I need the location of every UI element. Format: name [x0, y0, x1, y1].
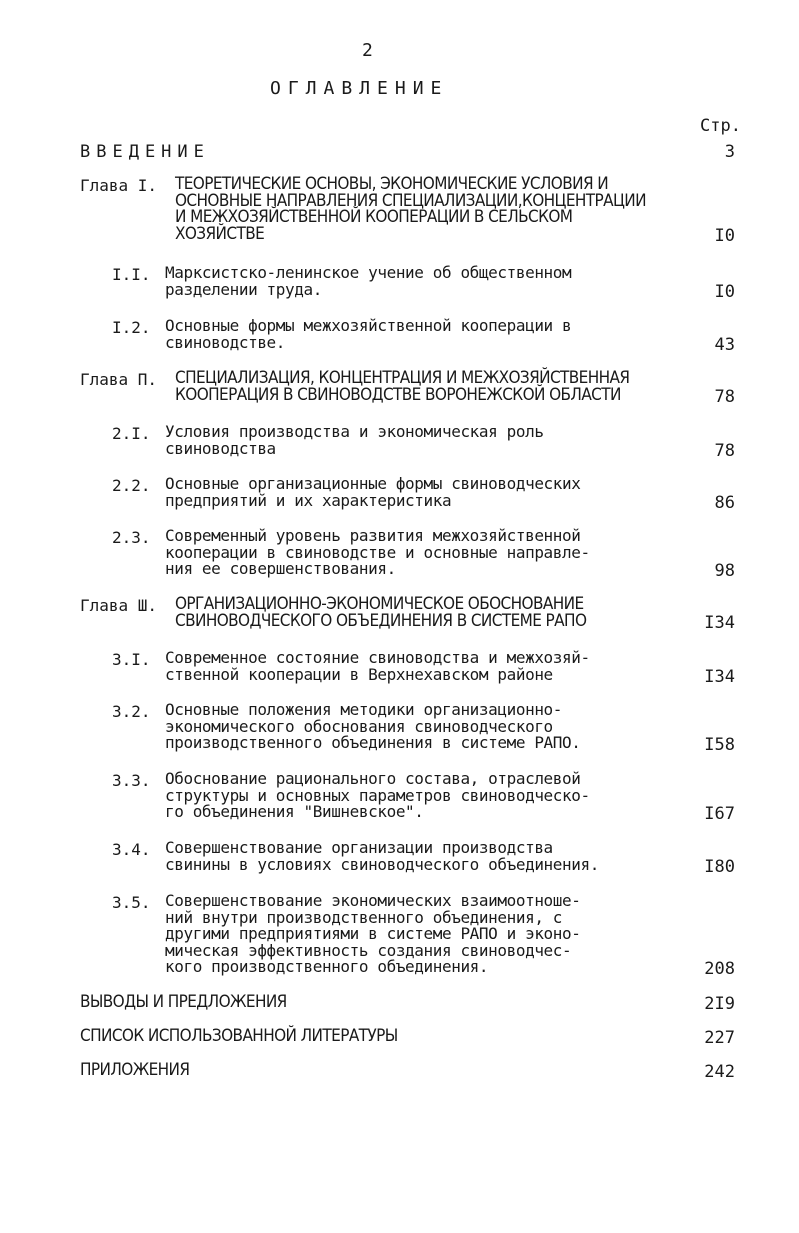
entry-title-line: предприятий и их характеристика — [165, 490, 452, 510]
entry-label: Глава П. — [80, 370, 158, 389]
entry-title-line: ТЕОРЕТИЧЕСКИЕ ОСНОВЫ, ЭКОНОМИЧЕСКИЕ УСЛОВИЯ И — [175, 174, 609, 194]
entry-title-line: Совершенствование экономических взаимоотноше- — [165, 891, 581, 910]
entry-title-line: мическая эффективность создания свиноводчес- — [165, 940, 572, 960]
intro-page: 3 — [724, 142, 735, 162]
entry-page: 98 — [714, 561, 735, 581]
entry-title-line: Основные формы межхозяйственной кооперации в — [165, 316, 572, 335]
entry-title-line: СПЕЦИАЛИЗАЦИЯ, КОНЦЕНТРАЦИЯ И МЕЖХОЗЯЙСТВЕННАЯ — [175, 368, 630, 388]
entry-page: I0 — [714, 281, 735, 302]
entry-title-line: ний внутри производственного объединения, с — [165, 907, 563, 927]
entry-title-line: ственной кооперации в Верхнехавском районе — [165, 664, 553, 684]
entry-page: I34 — [704, 612, 735, 633]
entry-title-line: кого производственного объединения. — [165, 957, 489, 976]
entry-title — [165, 650, 590, 683]
entry-page: I34 — [704, 666, 735, 687]
entry-title-line: го объединения "Вишневское". — [165, 802, 424, 821]
entry-page: 78 — [714, 440, 735, 461]
entry-title — [165, 702, 580, 752]
closing-label: ПРИЛОЖЕНИЯ — [80, 1060, 190, 1080]
entry-label: 2.I. — [112, 424, 151, 443]
page-number: 2 — [362, 40, 373, 61]
entry-title — [165, 771, 590, 821]
entry-page: 43 — [714, 334, 735, 355]
entry-label: 3.3. — [112, 771, 151, 790]
closing-page: 242 — [704, 1062, 735, 1082]
page-column-header: Стр. — [700, 116, 741, 136]
entry-title-line: ОРГАНИЗАЦИОННО-ЭКОНОМИЧЕСКОЕ ОБОСНОВАНИЕ — [175, 594, 584, 614]
entry-label: 3.4. — [112, 840, 151, 859]
closing-label: СПИСОК ИСПОЛЬЗОВАННОЙ ЛИТЕРАТУРЫ — [80, 1026, 398, 1046]
entry-label: 2.3. — [112, 528, 151, 547]
entry-page: I67 — [704, 804, 735, 824]
closing-page: 227 — [704, 1028, 735, 1048]
entry-title — [165, 528, 590, 578]
entry-title — [165, 476, 580, 509]
entry-title-line: Условия производства и экономическая роль — [165, 422, 544, 441]
entry-page: I80 — [704, 856, 735, 877]
entry-title-line: свиноводстве. — [165, 332, 286, 352]
intro-label: ВВЕДЕНИЕ — [80, 142, 210, 162]
entry-title-line: свиноводства — [165, 438, 276, 458]
entry-label: I.I. — [112, 265, 151, 284]
entry-title-line: Современное состояние свиноводства и межхозяй- — [165, 648, 590, 667]
entry-title-line: Марксистско-ленинское учение об общественном — [165, 263, 572, 282]
entry-title — [165, 424, 544, 457]
entry-title — [165, 893, 580, 976]
entry-title-line: ОСНОВНЫЕ НАПРАВЛЕНИЯ СПЕЦИАЛИЗАЦИИ,КОНЦЕНТРАЦИИ — [175, 190, 646, 211]
entry-title-line: И МЕЖХОЗЯЙСТВЕННОЙ КООПЕРАЦИИ В СЕЛЬСКОМ — [175, 207, 573, 227]
entry-title — [165, 265, 571, 298]
entry-title-line: Основные положения методики организационно- — [165, 700, 563, 719]
entry-title-line: ния ее совершенствования. — [165, 559, 396, 578]
closing-label: ВЫВОДЫ И ПРЕДЛОЖЕНИЯ — [80, 992, 287, 1012]
entry-title-line: КООПЕРАЦИЯ В СВИНОВОДСТВЕ ВОРОНЕЖСКОЙ ОБЛАСТИ — [175, 384, 621, 405]
entry-label: I.2. — [112, 318, 151, 337]
entry-label: Глава I. — [80, 176, 158, 195]
entry-page: I58 — [704, 735, 735, 755]
entry-page: 86 — [714, 492, 735, 513]
closing-page: 2I9 — [704, 994, 735, 1014]
entry-title-line: производственного объединения в системе РАПО. — [165, 733, 581, 752]
entry-title-line: кооперации в свиноводстве и основные направле- — [165, 542, 590, 562]
entry-page: I0 — [714, 225, 735, 246]
entry-title-line: разделении труда. — [165, 279, 322, 299]
entry-title-line: Современный уровень развития межхозяйственной — [165, 526, 581, 545]
entry-title-line: Обоснование рационального состава, отраслевой — [165, 769, 581, 788]
entry-title-line: Основные организационные формы свиноводческих — [165, 474, 581, 493]
entry-title-line: свинины в условиях свиноводческого объединения. — [165, 854, 599, 874]
entry-label: 3.2. — [112, 702, 151, 721]
page-title: ОГЛАВЛЕНИЕ — [270, 78, 449, 99]
entry-page: 208 — [704, 959, 735, 979]
entry-title — [175, 176, 646, 242]
entry-title-line: Совершенствование организации производства — [165, 838, 553, 857]
entry-label: 3.5. — [112, 893, 151, 912]
entry-title — [165, 318, 571, 351]
entry-page: 78 — [714, 386, 735, 407]
entry-title — [175, 370, 629, 403]
entry-title-line: СВИНОВОДЧЕСКОГО ОБЪЕДИНЕНИЯ В СИСТЕМЕ РАПО — [175, 610, 587, 631]
entry-label: Глава Ш. — [80, 596, 158, 615]
entry-label: 2.2. — [112, 476, 151, 495]
entry-label: 3.I. — [112, 650, 151, 669]
entry-title-line: ХОЗЯЙСТВЕ — [175, 223, 265, 244]
entry-title — [175, 596, 586, 629]
entry-title-line: другими предприятиями в системе РАПО и эконо- — [165, 924, 581, 943]
entry-title-line: структуры и основных параметров свиноводческо- — [165, 785, 590, 805]
entry-title-line: экономического обоснования свиноводческого — [165, 716, 553, 736]
entry-title — [165, 840, 599, 873]
